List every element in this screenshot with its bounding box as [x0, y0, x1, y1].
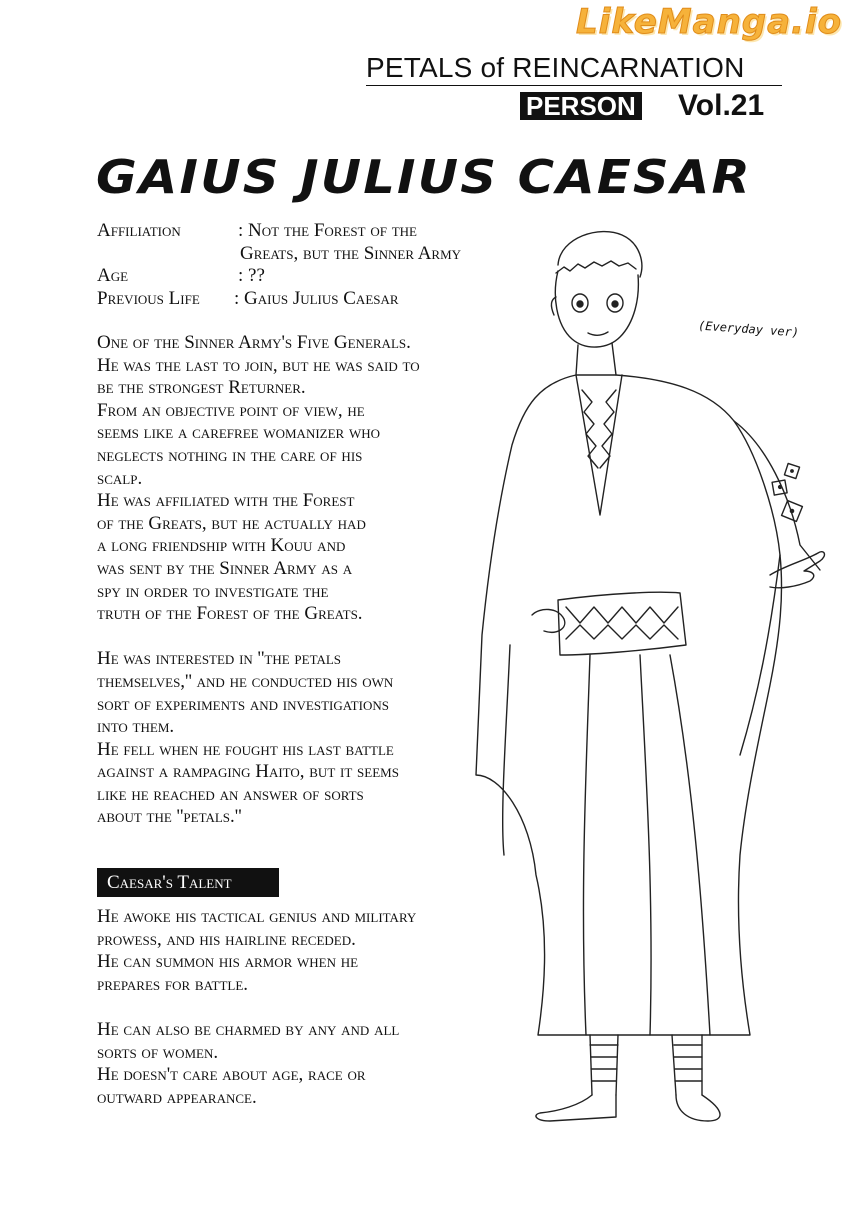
site-watermark: LikeManga.io — [576, 2, 842, 42]
bio-line: From an objective point of view, he — [97, 399, 365, 421]
talent-line: He can summon his armor when he — [97, 951, 359, 973]
talent-line: prepares for battle. — [97, 973, 249, 995]
bio-line: He was the last to join, but he was said to — [97, 354, 420, 376]
robe-fold — [640, 655, 651, 1035]
bio-line: about the ''petals.'' — [97, 806, 242, 828]
previous-life-label: Previous Life — [97, 287, 200, 309]
bio-line: be the strongest Returner. — [97, 377, 306, 399]
bio-line: of the Greats, but he actually had — [97, 512, 366, 534]
robe-fold — [583, 655, 590, 1035]
laurel-wreath — [556, 261, 636, 273]
title-divider — [366, 85, 782, 86]
bio-line: was sent by the Sinner Army as a — [97, 557, 353, 579]
talent-line: sorts of women. — [97, 1041, 219, 1063]
neckline — [576, 375, 622, 515]
previous-life-value: : Gaius Julius Caesar — [234, 287, 399, 309]
neck — [576, 343, 616, 375]
talent-line: He can also be charmed by any and all — [97, 1018, 400, 1040]
volume-label: Vol.21 — [678, 89, 765, 122]
bio-line: One of the Sinner Army's Five Generals. — [97, 332, 411, 353]
mouth — [588, 332, 608, 335]
left-hand — [532, 609, 565, 632]
bio-line: scalp. — [97, 467, 143, 489]
bio-line: He fell when he fought his last battle — [97, 738, 394, 760]
talent-line: prowess, and his hairline receded. — [97, 928, 356, 950]
bio-line: against a rampaging Haito, but it seems — [97, 761, 399, 783]
age-value: : ?? — [238, 265, 265, 287]
talent-line: He doesn't care about age, race or — [97, 1064, 366, 1086]
right-leg — [672, 1035, 702, 1095]
age-label: Age — [97, 265, 129, 287]
right-foot — [676, 1095, 720, 1121]
bio-line: spy in order to investigate the — [97, 580, 329, 602]
affiliation-value-2: Greats, but the Sinner Army — [240, 242, 462, 264]
affiliation-value-1: : Not the Forest of the — [238, 220, 417, 241]
talent-heading: Caesar's Talent — [97, 868, 279, 897]
series-title: PETALS of REINCARNATION — [366, 52, 745, 83]
talent-line: outward appearance. — [97, 1086, 257, 1108]
bio-line: seems like a carefree womanizer who — [97, 422, 381, 444]
robe-outline — [476, 375, 782, 1035]
illustration-caption: (Everyday ver) — [697, 318, 800, 340]
sash — [558, 592, 686, 655]
robe-fold — [670, 655, 710, 1035]
bio-line: like he reached an answer of sorts — [97, 783, 364, 805]
left-foot — [536, 1095, 616, 1121]
talent-line: He awoke his tactical genius and military — [97, 906, 417, 927]
robe-fold — [503, 645, 510, 855]
bio-line: neglects nothing in the care of his — [97, 444, 363, 466]
bio-line: into them. — [97, 716, 175, 738]
bio-line: sort of experiments and investigations — [97, 693, 389, 715]
bio-line: truth of the Forest of the Greats. — [97, 603, 363, 625]
character-name: GAIUS JULIUS CAESAR — [96, 150, 752, 204]
sash-pattern — [566, 607, 678, 639]
bio-line: themselves,'' and he conducted his own — [97, 670, 394, 692]
caesar-illustration — [440, 215, 840, 1135]
person-badge: PERSON — [520, 92, 642, 120]
bio-line: He was affiliated with the Forest — [97, 490, 355, 512]
affiliation-label: Affiliation — [97, 220, 181, 241]
bio-line: a long friendship with Kouu and — [97, 535, 346, 557]
left-leg — [590, 1035, 618, 1095]
neckline-pattern — [582, 390, 616, 468]
leg-wraps — [590, 1045, 702, 1081]
bio-line: He was interested in ''the petals — [97, 648, 342, 670]
